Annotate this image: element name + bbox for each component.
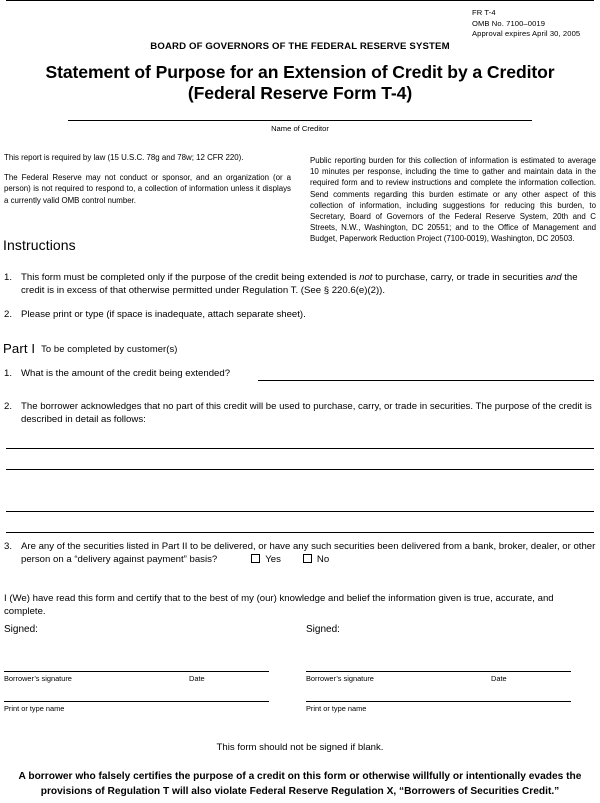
delivery-against-payment-options <box>217 553 351 566</box>
form-title-sub: (Federal Reserve Form T-4) <box>187 83 413 103</box>
purpose-line-2[interactable] <box>6 469 594 470</box>
legal-left-paragraph-2: The Federal Reserve may not conduct or sponsor, and an organization (or a person) is not required to respond to, a collection of information unless it displays a currently valid OMB control number. <box>4 173 291 205</box>
question-1-number: 1. <box>4 368 13 379</box>
question-3-number: 3. <box>4 541 13 552</box>
question-3-text: Are any of the securities listed in Part II to be delivered, or have any such securities been delivered from a bank, broker, dealer, or other person on a “delivery against payment” basis? <box>21 541 596 566</box>
do-not-sign-blank-note: This form should not be signed if blank. <box>216 742 384 753</box>
checkbox-yes[interactable] <box>251 554 260 563</box>
instruction-item-1 <box>4 271 596 297</box>
borrower-signature-caption-right: Borrower’s signature <box>306 674 374 683</box>
purpose-line-1[interactable] <box>6 448 594 449</box>
signed-label-left: Signed: <box>4 624 38 635</box>
false-certification-warning <box>10 770 590 799</box>
print-name-caption-left: Print or type name <box>4 704 65 713</box>
legal-column-left <box>4 152 291 206</box>
creditor-name-input[interactable] <box>68 120 532 121</box>
signed-label-right: Signed: <box>306 624 340 635</box>
borrower-signature-input-left[interactable] <box>4 671 269 672</box>
instruction-1-part-c: the credit is in excess of that otherwise permitted under Regulation T. (See § 220.6(e)(2)). <box>21 272 578 297</box>
instruction-1-italic-not: not <box>359 272 373 283</box>
instruction-1-italic-and: and <box>545 272 562 283</box>
board-of-governors-line: BOARD OF GOVERNORS OF THE FEDERAL RESERVE SYSTEM <box>150 41 450 52</box>
creditor-name-caption: Name of Creditor <box>271 124 329 133</box>
print-name-input-left[interactable] <box>4 701 269 702</box>
signature-block-left <box>4 624 269 713</box>
question-3-body <box>21 540 596 566</box>
borrower-signature-input-right[interactable] <box>306 671 571 672</box>
question-1 <box>4 367 596 380</box>
instruction-1-part-b: to purchase, carry, or trade in securities <box>372 272 546 283</box>
certification-statement: I (We) have read this form and certify that to the best of my (our) knowledge and belief the information given is true, accurate, and complete. <box>4 593 554 618</box>
checkbox-yes-label: Yes <box>265 554 281 566</box>
warning-line-1: A borrower who falsely certifies the purpose of a credit on this form or otherwise willfully or intentionally evades <box>18 771 564 782</box>
instruction-2-number: 2. <box>4 309 13 320</box>
date-caption-right: Date <box>491 674 507 683</box>
instruction-2-text: Please print or type (if space is inadequate, attach separate sheet). <box>21 309 306 320</box>
credit-amount-input[interactable] <box>258 380 594 381</box>
form-number: FR T-4 <box>472 8 496 17</box>
omb-number: OMB No. 7100–0019 <box>472 18 546 28</box>
legal-column-right <box>310 155 596 245</box>
part-1-subheading: To be completed by customer(s) <box>41 343 178 354</box>
question-1-text: What is the amount of the credit being extended? <box>21 368 231 379</box>
borrower-signature-caption-left: Borrower’s signature <box>4 674 72 683</box>
purpose-line-4[interactable] <box>6 511 594 512</box>
print-name-caption-right: Print or type name <box>306 704 367 713</box>
purpose-line-5[interactable] <box>6 532 594 533</box>
purpose-line-3[interactable] <box>6 0 594 1</box>
signature-caption-row-left <box>4 674 269 683</box>
warning-line-2: the provisions of Regulation T will also violate Federal Reserve Regulation X, “Borrowers of Securities Credit.” <box>40 771 582 797</box>
question-2-text: The borrower acknowledges that no part of this credit will be used to purchase, carry, or trade in securities. The purpose of the credit is described in detail as follows: <box>21 401 592 426</box>
checkbox-no-label: No <box>316 554 330 566</box>
instruction-1-text <box>21 271 596 297</box>
instruction-1-part-a: This form must be completed only if the purpose of the credit being extended is <box>21 272 360 283</box>
instructions-heading: Instructions <box>3 237 76 253</box>
agency-code-block <box>472 8 580 40</box>
part-1-heading <box>3 341 178 356</box>
signature-caption-row-right <box>306 674 571 683</box>
instruction-item-2 <box>4 308 596 321</box>
instruction-1-number: 1. <box>4 272 13 283</box>
question-3 <box>4 540 596 566</box>
legal-left-paragraph-1: This report is required by law (15 U.S.C. 78g and 78w; 12 CFR 220). <box>4 153 244 162</box>
public-burden-paragraph: Public reporting burden for this collection of information is estimated to average 10 minutes per response, including the time to gather and maintain data in the required form and to review instructions and complete the information collection. Send comments regarding this burden estimate or any other aspect of this collection of information, including suggestions for reducing this burden, to Secretary, Board of Governors of the Federal Reserve System, 20th and C Streets, N.W., Washington, DC 20551; and to the Office of Management and Budget, Paperwork Reduction Project (7100-0019), Washington, DC 20503. <box>310 156 596 244</box>
approval-expires: Approval expires April 30, 2005 <box>472 29 581 38</box>
form-title-main: Statement of Purpose for an Extension of Credit by a Creditor <box>45 62 555 82</box>
signature-block-right <box>306 624 571 713</box>
print-name-input-right[interactable] <box>306 701 571 702</box>
checkbox-no[interactable] <box>303 554 312 563</box>
date-caption-left: Date <box>189 674 205 683</box>
part-1-label: Part I <box>3 341 36 356</box>
question-2 <box>4 400 596 426</box>
page-title <box>30 62 570 104</box>
question-2-number: 2. <box>4 401 13 412</box>
